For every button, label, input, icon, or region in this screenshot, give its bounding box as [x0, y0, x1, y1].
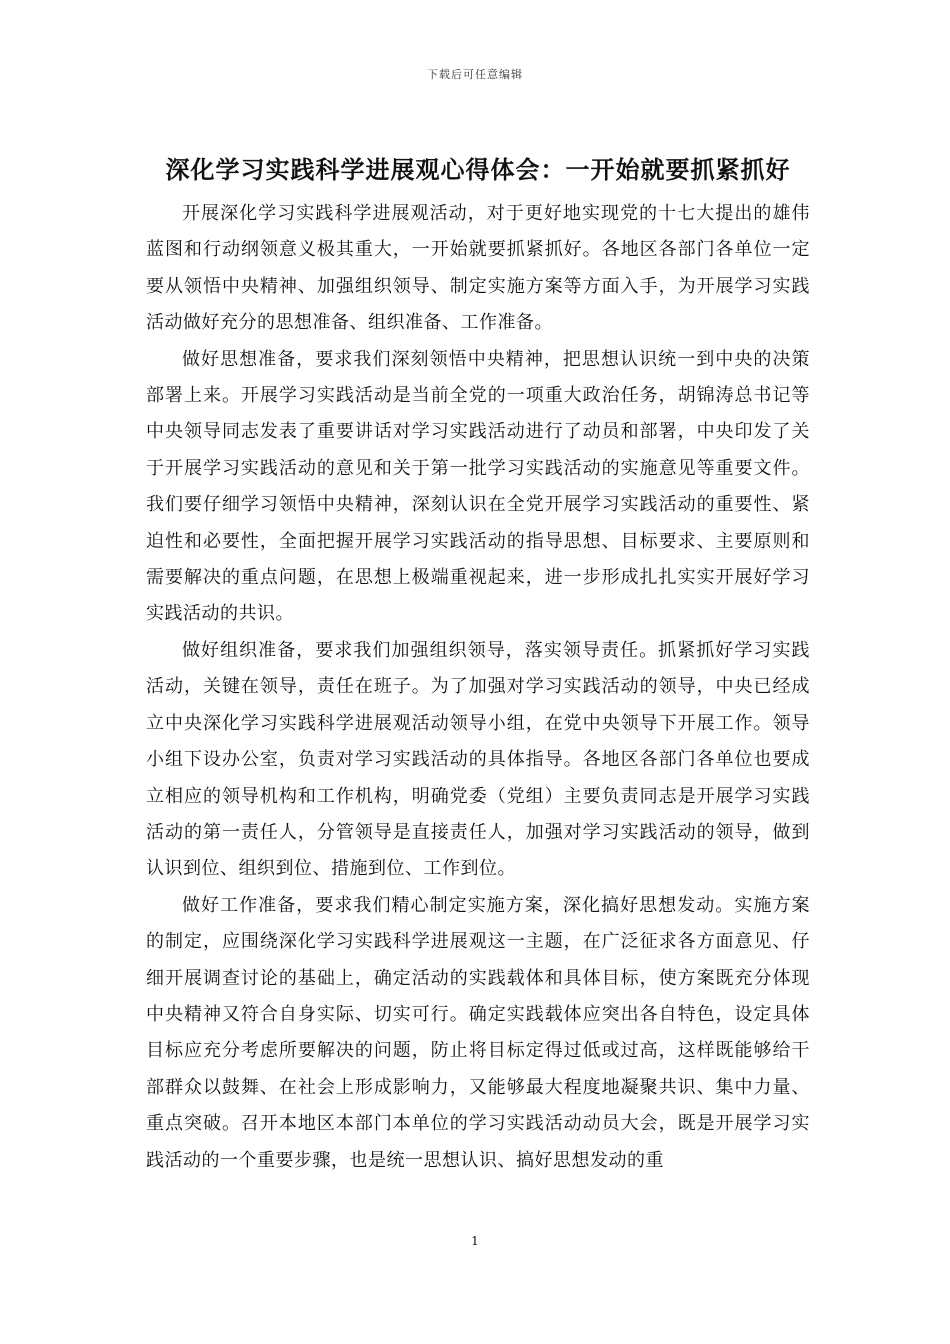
document-title: 深化学习实践科学进展观心得体会：一开始就要抓紧抓好 [165, 155, 791, 184]
page-number: 1 [471, 1234, 479, 1248]
paragraph-ideological-preparation: 做好思想准备，要求我们深刻领悟中央精神，把思想认识统一到中央的决策部署上来。开展学习实践活动是当前全党的一项重大政治任务，胡锦涛总书记等中央领导同志发表了重要讲话对学习实践活动进行了动员和部署，中央印发了关于开展学习实践活动的意见和关于第一批学习实践活动的实施意见等重要文件。我们要仔细学习领悟中央精神，深刻认识在全党开展学习实践活动的重要性、紧迫性和必要性，全面把握开展学习实践活动的指导思想、目标要求、主要原则和需要解决的重点问题，在思想上极端重视起来，进一步形成扎扎实实开展好学习实践活动的共识。 [146, 348, 810, 625]
document-body [146, 196, 810, 1179]
paragraph-organizational-preparation: 做好组织准备，要求我们加强组织领导，落实领导责任。抓紧抓好学习实践活动，关键在领导，责任在班子。为了加强对学习实践活动的领导，中央已经成立中央深化学习实践科学进展观活动领导小组，在党中央领导下开展工作。领导小组下设办公室，负责对学习实践活动的具体指导。各地区各部门各单位也要成立相应的领导机构和工作机构，明确党委（党组）主要负责同志是开展学习实践活动的第一责任人，分管领导是直接责任人，加强对学习实践活动的领导，做到认识到位、组织到位、措施到位、工作到位。 [146, 639, 810, 880]
header-note: 下载后可任意编辑 [427, 68, 523, 81]
paragraph-work-preparation: 做好工作准备，要求我们精心制定实施方案，深化搞好思想发动。实施方案的制定，应围绕深化学习实践科学进展观这一主题，在广泛征求各方面意见、仔细开展调查讨论的基础上，确定活动的实践载体和具体目标，使方案既充分体现中央精神又符合自身实际、切实可行。确定实践载体应突出各自特色，设定具体目标应充分考虑所要解决的问题，防止将目标定得过低或过高，这样既能够给干部群众以鼓舞、在社会上形成影响力，又能够最大程度地凝聚共识、集中力量、重点突破。召开本地区本部门本单位的学习实践活动动员大会，既是开展学习实践活动的一个重要步骤，也是统一思想认识、搞好思想发动的重 [146, 894, 810, 1171]
paragraph-intro: 开展深化学习实践科学进展观活动，对于更好地实现党的十七大提出的雄伟蓝图和行动纲领意义极其重大，一开始就要抓紧抓好。各地区各部门各单位一定要从领悟中央精神、加强组织领导、制定实施方案等方面入手，为开展学习实践活动做好充分的思想准备、组织准备、工作准备。 [146, 203, 810, 334]
